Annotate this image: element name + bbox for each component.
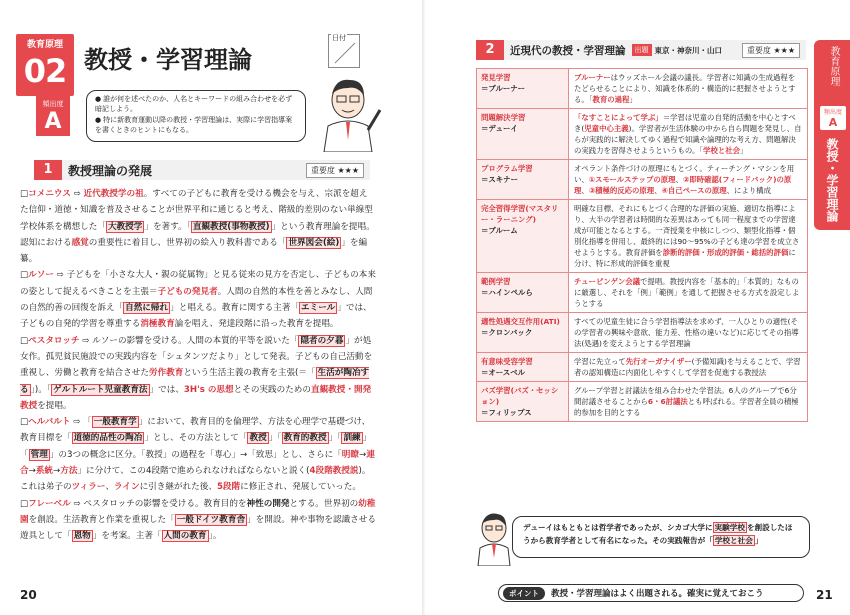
tips-box bbox=[86, 90, 306, 142]
table-row bbox=[477, 273, 808, 313]
key-term: フレーベル bbox=[28, 498, 71, 509]
theory-description bbox=[569, 353, 808, 382]
theory-name-cell bbox=[477, 160, 569, 200]
table-row bbox=[477, 160, 808, 200]
text-run: )。学習者が生活体験の中から自ら問題を発見し、自らが実践的に解決してゆく過程で知識や論理的な考え方、問題解決の実践力を習得させようというもの。「 bbox=[574, 124, 802, 155]
key-title: エミール bbox=[301, 303, 336, 314]
theory-table bbox=[476, 68, 808, 422]
text-run: 」)。「 bbox=[30, 384, 52, 395]
text-run: 。人間の自然的本性を善とみなし、人間の自然的善の回復を訴え「 bbox=[20, 286, 373, 314]
key-term: ルソー bbox=[28, 270, 54, 281]
text-run: を提唱。 bbox=[37, 400, 72, 411]
text-run: に修正され、発展していった。 bbox=[240, 482, 361, 493]
chapter-number: 02 bbox=[23, 52, 67, 90]
text-run: )。これは弟子の bbox=[20, 466, 371, 493]
key-term: 連合 bbox=[20, 449, 375, 477]
key-term: 4段階教授説 bbox=[309, 466, 359, 477]
text-run: 、 bbox=[675, 175, 683, 184]
text-run: 、 bbox=[581, 186, 589, 195]
text-run: □ bbox=[20, 417, 29, 428]
text-run: ⇨ ルソーの影響を受ける。人間の本質的平等を説いた「 bbox=[79, 335, 299, 346]
side-index-tab[interactable] bbox=[814, 40, 850, 230]
text-run: オペラント条件づけの原理にもとづく。ティーチング・マシンを用い、 bbox=[574, 164, 795, 184]
side-freq-value: A bbox=[828, 116, 838, 129]
text-run: 」とし、その方法として「 bbox=[144, 433, 248, 444]
tip-item: ● 誰が何を述べたのか、人名とキーワードの組み合わせを必ず暗記しよう。 bbox=[95, 94, 297, 114]
text-run: の重要性に着目し、世界初の絵入り教科書である「 bbox=[88, 237, 287, 248]
frequency-value: A bbox=[44, 109, 62, 134]
text-run: 論を唱え、発達段階に沿った教育を提唱。 bbox=[174, 319, 339, 330]
text-run: 」を開設。神や事物を認識させる遊具として「 bbox=[20, 514, 376, 542]
paragraph bbox=[20, 333, 376, 414]
text-run: 」が処女作。孤児貧民施設での実践内容を「シュタンツだより」として発表。子どもの自己活動を重視し、労働と教育を結合させた bbox=[20, 335, 373, 379]
text-run: で提唱。教授内容を「基本的」「本質的」なものに厳選し、それを「例」「範例」を通して把握させる方式を設定しようとする bbox=[574, 277, 800, 308]
point-bar bbox=[498, 584, 804, 602]
text-run: 」では、子どもの自発的学習を尊重する bbox=[20, 303, 372, 330]
key-term: 感覚 bbox=[71, 237, 89, 248]
theory-description bbox=[569, 313, 808, 353]
text-run: 」「 bbox=[268, 433, 282, 444]
table-row bbox=[477, 200, 808, 273]
section-title: 近現代の教授・学習理論 bbox=[510, 44, 626, 57]
text-run: 」の3つの概念に区分。「教授」の過程を「専心」→「致思」とし、さらに「 bbox=[49, 449, 342, 460]
key-title: 自然に帰れ bbox=[125, 303, 169, 314]
text-run: 」 bbox=[754, 536, 763, 545]
theory-name-cell bbox=[477, 69, 569, 109]
paragraph bbox=[20, 186, 376, 267]
side-tab-frequency bbox=[820, 106, 846, 130]
key-title: 訓練 bbox=[343, 433, 361, 444]
table-row bbox=[477, 382, 808, 422]
theory-person: ＝ブルーナー bbox=[481, 84, 526, 93]
theory-name: 発見学習 bbox=[481, 73, 511, 82]
text-run: 」という教育理論を提唱。認知における bbox=[20, 221, 375, 248]
key-title: 実験学校 bbox=[714, 523, 745, 532]
key-title: 学校と社会 bbox=[714, 536, 753, 545]
theory-person: ＝クロンバック bbox=[481, 328, 533, 337]
key-term: ④自己ペースの原理 bbox=[661, 186, 727, 195]
paragraph bbox=[20, 414, 376, 495]
key-title: ゲルトルート児童教育法 bbox=[53, 384, 148, 395]
text-run: → bbox=[53, 466, 61, 477]
theory-description bbox=[569, 200, 808, 273]
key-term: 直観教授・開発教授 bbox=[20, 384, 372, 411]
key-title: 教授 bbox=[249, 433, 267, 444]
text-run: という生活主義の教育を主張(＝「 bbox=[183, 368, 316, 379]
theory-person: ＝ハインペルら bbox=[481, 288, 533, 297]
text-run: 、 bbox=[654, 186, 662, 195]
theory-name: 問題解決学習 bbox=[481, 113, 526, 122]
importance-badge: 重要度 ★★★ bbox=[742, 43, 800, 58]
table-row bbox=[477, 109, 808, 160]
theory-description bbox=[569, 160, 808, 200]
frequency-badge bbox=[36, 96, 70, 136]
key-title: 一般教育学 bbox=[93, 417, 137, 428]
key-title: 管理 bbox=[30, 449, 48, 460]
importance-badge: 重要度 ★★★ bbox=[306, 163, 364, 178]
theory-name-cell bbox=[477, 200, 569, 273]
theory-description bbox=[569, 69, 808, 109]
key-term: 3H's の思想 bbox=[183, 384, 234, 395]
page-number-right: 21 bbox=[816, 588, 833, 602]
key-term: 労作教育 bbox=[148, 368, 184, 379]
key-term: ヘルバルト bbox=[28, 417, 71, 428]
teacher-illustration-icon bbox=[306, 74, 386, 152]
key-title: 世界図会(絵) bbox=[288, 237, 340, 248]
key-term: ①スモールステップの原理 bbox=[588, 175, 676, 184]
side-tab-title: 教授・学習理論 bbox=[825, 138, 839, 222]
date-label: 日付 bbox=[332, 34, 346, 42]
theory-person: ＝ブルーム bbox=[481, 226, 518, 235]
key-term: 教育の過程 bbox=[592, 95, 630, 104]
man-illustration-icon bbox=[472, 510, 516, 566]
text-run: とその実践のための bbox=[233, 384, 311, 395]
text-run: (予備知識)を与えることで、学習者の認知構造に内面化しやすくして学習を促進する教授法 bbox=[574, 357, 801, 377]
text-run: 、により構成 bbox=[726, 186, 771, 195]
text-run: 」。 bbox=[208, 531, 222, 542]
text-run: を創設したほうから教育学者として有名になった。その実践報告が「 bbox=[523, 523, 793, 545]
body-text bbox=[20, 186, 376, 545]
text-run: 」では、 bbox=[149, 384, 184, 395]
text-run: すべての児童生徒に合う学習指導法を求めず、一人ひとりの適性(その学習者の興味や意欲、能力差、性格の違いなど)に応じてその指導法(処遇)を変えようとする学習理論 bbox=[574, 317, 799, 348]
text-run: 」「 bbox=[20, 433, 372, 460]
key-term: 6・6討議法 bbox=[647, 397, 688, 406]
date-slash-icon bbox=[329, 35, 359, 67]
text-run: とする。世界初の bbox=[289, 498, 359, 509]
text-run: 、 bbox=[105, 482, 115, 493]
text-run: ⇨ bbox=[70, 189, 84, 199]
text-run: → bbox=[28, 466, 36, 477]
section-1-header bbox=[34, 160, 370, 180]
key-term: ツィラー bbox=[71, 482, 106, 493]
theory-person: ＝スキナー bbox=[481, 175, 518, 184]
key-term: コメニウス bbox=[28, 189, 71, 199]
text-run: □ bbox=[20, 335, 29, 346]
theory-description bbox=[569, 273, 808, 313]
text-run: 。すべての子どもに教育を受ける機会を与え、宗派を超えた信仰・道徳・知識を普及させることが世界平和に通じると考え、階級的差別のない単線型学校体系を構想した「 bbox=[20, 189, 373, 232]
table-row bbox=[477, 69, 808, 109]
key-term: 子どもの発見者 bbox=[157, 286, 218, 297]
text-run: 」と唱える。教育に関する主著「 bbox=[170, 303, 300, 314]
side-freq-label: 頻出度 bbox=[823, 109, 842, 116]
text-run: に分け、特に形成的評価を重視 bbox=[574, 248, 796, 268]
theory-description bbox=[569, 382, 808, 422]
exam-tag: 出題 bbox=[632, 44, 652, 56]
page-title: 教授・学習理論 bbox=[84, 46, 252, 74]
key-term: 消極教育 bbox=[140, 319, 175, 330]
key-title: 大教授学 bbox=[107, 221, 143, 232]
text-run: 」「 bbox=[328, 433, 342, 444]
key-title: 直観教授(事物教授) bbox=[192, 221, 270, 232]
text-run: デューイはもともとは哲学者であったが、シカゴ大学に bbox=[523, 523, 713, 532]
text-run: 」 bbox=[629, 95, 637, 104]
key-term: ③積極的反応の原理 bbox=[588, 186, 655, 195]
paragraph bbox=[20, 496, 376, 545]
key-term: 学校と社会 bbox=[703, 146, 741, 155]
side-tab-category: 教育原理 bbox=[828, 46, 839, 86]
text-run: とも呼ばれる。学習者全員の積極的参加を目的とする bbox=[574, 397, 799, 417]
bold-text: 神性の開発 bbox=[246, 498, 290, 509]
frequency-label: 頻出度 bbox=[42, 100, 64, 108]
section-2-header bbox=[476, 40, 806, 60]
chapter-category: 教育原理 bbox=[26, 40, 63, 50]
point-label: ポイント bbox=[503, 587, 545, 600]
chapter-badge bbox=[16, 34, 74, 96]
text-run: □ bbox=[20, 189, 29, 199]
key-title: 隠者の夕暮 bbox=[300, 335, 344, 346]
key-term: ブルーナー bbox=[574, 73, 611, 82]
key-term: ②即時確認(フィードバック)の原理 bbox=[574, 175, 792, 195]
key-term: ペスタロッチ bbox=[28, 335, 80, 346]
text-run: ⇨ 「 bbox=[70, 417, 92, 428]
key-title: 道徳的品性の陶冶 bbox=[73, 433, 143, 444]
theory-name-cell bbox=[477, 353, 569, 382]
text-run: 」を著す。「 bbox=[144, 221, 191, 232]
theory-name-cell bbox=[477, 313, 569, 353]
text-run: 」において、教育目的を倫理学、方法を心理学で基礎づけ、教育目標を「 bbox=[20, 417, 371, 444]
theory-name-cell bbox=[477, 382, 569, 422]
theory-name: 範例学習 bbox=[481, 277, 511, 286]
speech-bubble bbox=[512, 516, 810, 558]
key-title: 生活が陶冶する bbox=[20, 368, 370, 395]
key-title: 一般ドイツ教育舎 bbox=[176, 514, 246, 525]
text-run: ＝学習は児童の自発的活動を中心とすべき( bbox=[574, 113, 796, 133]
key-term: 5段階 bbox=[216, 482, 241, 493]
text-run: □ bbox=[20, 498, 29, 509]
text-run: 明確な目標、それにもとづく合理的な評価の実施、適切な指導により、大半の学習者は時間的な差異はあっても同一程度までの学習達成が可能となるとする。一斉授業を中核にしつつ、類型化指導・個別化指導を併用し、最終的には90〜95%の子ども達の学習を成立させようとする。教育評価を bbox=[574, 204, 800, 257]
section-number: 1 bbox=[34, 160, 62, 180]
theory-person: ＝フィリップス bbox=[481, 408, 532, 417]
text-run: を創設。生活教育と作業を重視した「 bbox=[28, 514, 175, 525]
theory-description bbox=[569, 109, 808, 160]
text-run: に引き継がれた後、 bbox=[139, 482, 217, 493]
text-run: ⇨ ペスタロッチの影響を受ける。教育目的を bbox=[70, 498, 247, 509]
theory-person: ＝オースベル bbox=[481, 368, 525, 377]
text-run: → bbox=[358, 449, 367, 460]
date-box[interactable] bbox=[328, 34, 360, 68]
key-title: 人間の教育 bbox=[163, 531, 207, 542]
key-term: 方法 bbox=[60, 466, 78, 477]
key-term: 診断的評価・形成的評価・総括的評価 bbox=[662, 248, 789, 257]
key-term: ライン bbox=[114, 482, 140, 493]
key-title: 教育的教授 bbox=[283, 433, 327, 444]
page-number: 20 bbox=[20, 588, 37, 602]
text-run: ⇨ 子どもを「小さな大人・親の従属物」と見る従来の見方を否定し、子どもの本来の姿として捉えるべきことを主張＝ bbox=[20, 270, 376, 297]
text-run: はウッズホール会議の議長。学習者に知識の生成過程をたどらせることにより、知識を体系的・構造的に把握させようとする。「 bbox=[574, 73, 796, 104]
table-row bbox=[477, 313, 808, 353]
text-run: 」を考案。主著「 bbox=[92, 531, 162, 542]
key-term: 系統 bbox=[35, 466, 54, 477]
key-term: 「なすことによって学ぶ」 bbox=[574, 113, 663, 122]
theory-name: プログラム学習 bbox=[481, 164, 533, 173]
paragraph bbox=[20, 267, 376, 332]
text-run: 学習に先立って bbox=[574, 357, 626, 366]
key-term: チュービンゲン会議 bbox=[574, 277, 640, 286]
text-run: 」を編纂。 bbox=[20, 237, 368, 265]
key-term: 先行オーガナイザー bbox=[625, 357, 692, 366]
theory-name: 完全習得学習(マスタリー・ラーニング) bbox=[481, 204, 559, 224]
text-run: グループ学習と討議法を組み合わせた学習法。6人のグループで6分間討議させることから bbox=[574, 386, 797, 406]
point-text: 教授・学習理論はよく出題される。確実に覚えておこう bbox=[551, 589, 764, 599]
text-run: 」に分けて、この4段階で進められなければならないと説く( bbox=[77, 466, 310, 477]
key-term: 幼稚園 bbox=[20, 498, 376, 525]
key-term: 明瞭 bbox=[341, 449, 359, 460]
section-title: 教授理論の発展 bbox=[68, 163, 153, 178]
theory-name: 適性処遇交互作用(ATI) bbox=[481, 317, 560, 326]
theory-name: 有意味受容学習 bbox=[481, 357, 533, 366]
tip-item: ● 特に新教育運動以降の教授・学習理論は、実際に学習指導案を書くときのヒントにもなる。 bbox=[95, 115, 297, 135]
exam-regions: 東京・神奈川・山口 bbox=[654, 45, 722, 55]
text-run: □ bbox=[20, 270, 29, 281]
text-run: 」 bbox=[740, 146, 748, 155]
key-term: 児童中心主義 bbox=[584, 124, 629, 133]
section-number: 2 bbox=[476, 40, 504, 60]
theory-person: ＝デューイ bbox=[481, 124, 518, 133]
table-row bbox=[477, 353, 808, 382]
theory-name-cell bbox=[477, 273, 569, 313]
key-term: 近代教授学の祖 bbox=[83, 189, 144, 199]
key-title: 恩物 bbox=[73, 531, 91, 542]
theory-name: バズ学習(バズ・セッション) bbox=[481, 386, 559, 406]
theory-name-cell bbox=[477, 109, 569, 160]
